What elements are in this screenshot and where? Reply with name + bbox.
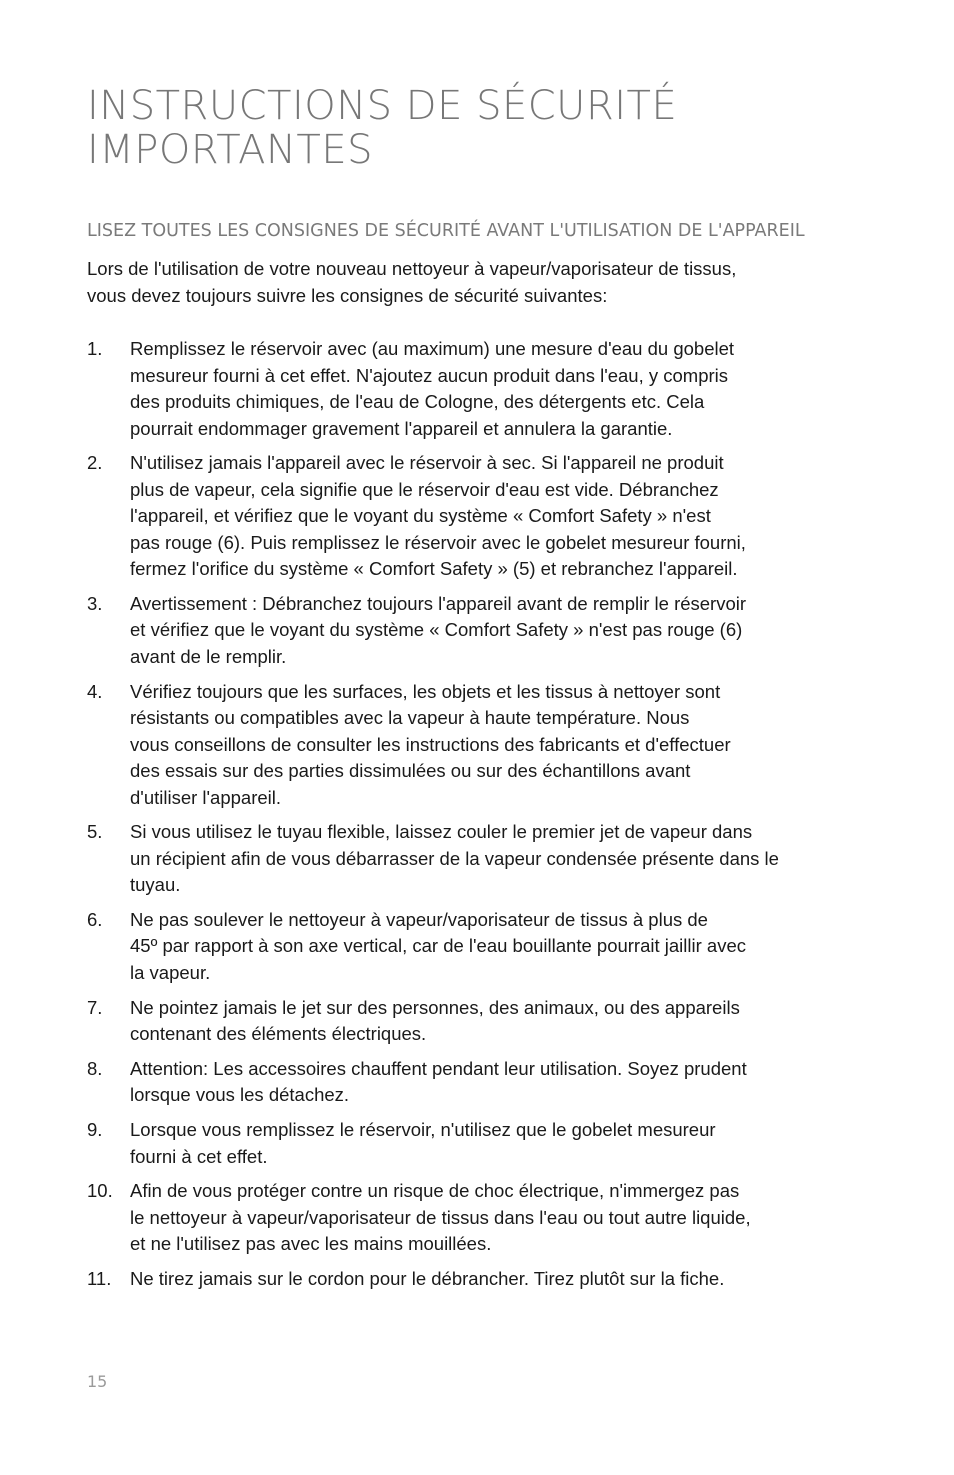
page-title — [87, 84, 887, 172]
list-item-text-line: la vapeur. — [130, 961, 211, 983]
list-item-text-line: mesureur fourni à cet effet. N'ajoutez aucun produit dans l'eau, y compris — [130, 364, 729, 386]
page-number: 15 — [87, 1372, 108, 1391]
list-item-text-line: 45º par rapport à son axe vertical, car de l'eau bouillante pourrait jaillir avec — [130, 935, 746, 957]
list-item-number: 10. — [87, 1180, 113, 1202]
list-item-text-line: résistants ou compatibles avec la vapeur à haute température. Nous — [130, 707, 690, 729]
list-item-text-line: pourrait endommager gravement l'appareil et annulera la garantie. — [130, 417, 673, 439]
list-item-text-line: Afin de vous protéger contre un risque de choc électrique, n'immergez pas — [130, 1180, 740, 1202]
list-item — [87, 995, 887, 1048]
list-item-text-line: des produits chimiques, de l'eau de Cologne, des détergents etc. Cela — [130, 391, 705, 412]
list-item — [87, 1056, 887, 1109]
list-item-text-line: d'utiliser l'appareil. — [130, 786, 282, 808]
list-item-text-line: plus de vapeur, cela signifie que le réservoir d'eau est vide. Débranchez — [130, 478, 719, 500]
list-item-number: 8. — [87, 1057, 103, 1079]
intro-line: Lors de l'utilisation de votre nouveau nettoyeur à vapeur/vaporisateur de tissus, — [87, 258, 737, 279]
list-item-text-line: Ne pointez jamais le jet sur des personnes, des animaux, ou des appareils — [130, 996, 740, 1018]
list-item — [87, 819, 887, 899]
list-item-number: 2. — [87, 452, 103, 474]
safety-instructions-list — [87, 336, 887, 1301]
intro-paragraph — [87, 256, 887, 309]
list-item-text-line: fourni à cet effet. — [130, 1145, 268, 1167]
list-item-number: 11. — [87, 1267, 112, 1289]
list-item-text-line: des essais sur des parties dissimulées ou sur des échantillons avant — [130, 760, 691, 782]
list-item-text-line: Vérifiez toujours que les surfaces, les objets et les tissus à nettoyer sont — [130, 680, 721, 702]
list-item — [87, 1266, 887, 1293]
list-item-text-line: et vérifiez que le voyant du système « Comfort Safety » n'est pas rouge (6) — [130, 619, 743, 641]
list-item — [87, 679, 887, 812]
list-item — [87, 1117, 887, 1170]
list-item-number: 1. — [87, 338, 103, 359]
list-item-text-line: contenant des éléments électriques. — [130, 1023, 427, 1045]
list-item-text-line: un récipient afin de vous débarrasser de la vapeur condensée présente dans le — [130, 847, 779, 869]
list-item-text-line: Remplissez le réservoir avec (au maximum) une mesure d'eau du gobelet — [130, 338, 735, 359]
list-item-text-line: Attention: Les accessoires chauffent pendant leur utilisation. Soyez prudent — [130, 1057, 747, 1079]
list-item-number: 9. — [87, 1119, 103, 1140]
intro-line: vous devez toujours suivre les consignes de sécurité suivantes: — [87, 284, 608, 306]
list-item-text-line: N'utilisez jamais l'appareil avec le réservoir à sec. Si l'appareil ne produit — [130, 452, 724, 474]
title-line: IMPORTANTES — [87, 127, 374, 173]
list-item-number: 5. — [87, 821, 103, 843]
list-item — [87, 591, 887, 671]
list-item-text-line: pas rouge (6). Puis remplissez le réservoir avec le gobelet mesureur fourni, — [130, 531, 746, 553]
list-item-text-line: tuyau. — [130, 874, 181, 896]
list-item-text-line: Ne pas soulever le nettoyeur à vapeur/vaporisateur de tissus à plus de — [130, 908, 708, 930]
list-item-text-line: avant de le remplir. — [130, 645, 287, 667]
list-item-number: 7. — [87, 996, 103, 1018]
list-item — [87, 907, 887, 987]
list-item-text-line: et ne l'utilisez pas avec les mains mouillées. — [130, 1233, 492, 1255]
title-line: INSTRUCTIONS DE SÉCURITÉ — [87, 83, 678, 129]
list-item-text-line: Si vous utilisez le tuyau flexible, laissez couler le premier jet de vapeur dans — [130, 821, 753, 843]
list-item — [87, 450, 887, 583]
list-item-number: 4. — [87, 680, 103, 702]
list-item — [87, 1178, 887, 1258]
list-item-text-line: Ne tirez jamais sur le cordon pour le débrancher. Tirez plutôt sur la fiche. — [130, 1267, 725, 1289]
list-item-number: 6. — [87, 908, 103, 930]
list-item-text-line: lorsque vous les détachez. — [130, 1084, 350, 1106]
list-item-text-line: vous conseillons de consulter les instructions des fabricants et d'effectuer — [130, 733, 731, 755]
list-item-text-line: le nettoyeur à vapeur/vaporisateur de tissus dans l'eau ou tout autre liquide, — [130, 1206, 751, 1228]
list-item-text-line: Lorsque vous remplissez le réservoir, n'utilisez que le gobelet mesureur — [130, 1119, 716, 1140]
list-item-text-line: Avertissement : Débranchez toujours l'appareil avant de remplir le réservoir — [130, 592, 747, 614]
list-item-text-line: fermez l'orifice du système « Comfort Safety » (5) et rebranchez l'appareil. — [130, 558, 738, 580]
section-subtitle: LISEZ TOUTES LES CONSIGNES DE SÉCURITÉ AVANT L'UTILISATION DE L'APPAREIL — [87, 221, 805, 241]
list-item — [87, 336, 887, 442]
list-item-text-line: l'appareil, et vérifiez que le voyant du système « Comfort Safety » n'est — [130, 505, 711, 527]
list-item-number: 3. — [87, 592, 103, 614]
